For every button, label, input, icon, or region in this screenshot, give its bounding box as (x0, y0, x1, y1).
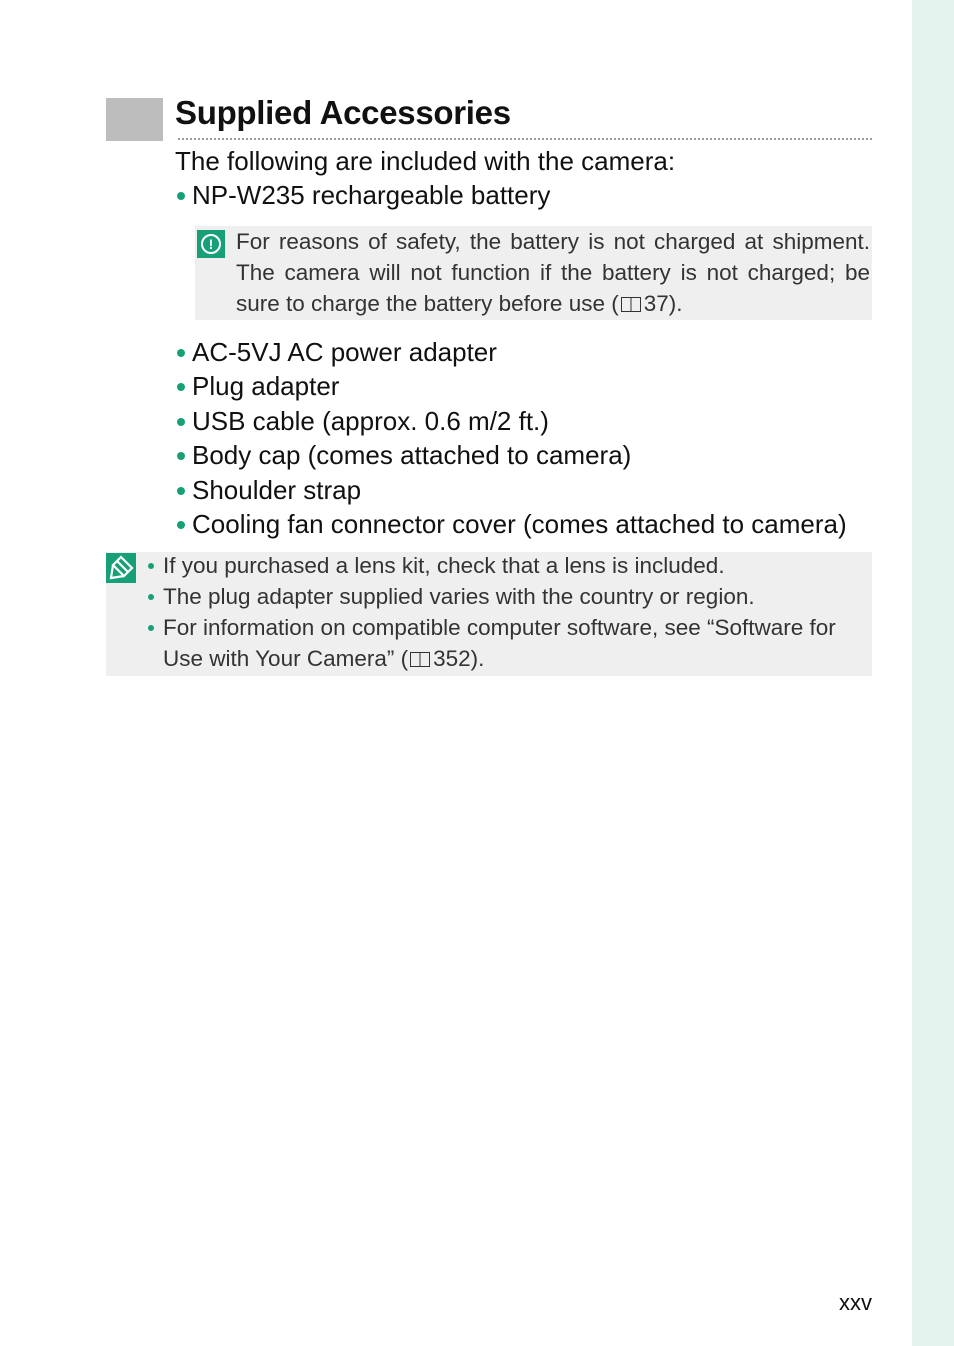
list-item-text: NP-W235 rechargeable battery (192, 180, 551, 210)
list-item (175, 440, 631, 471)
bullet-icon (177, 383, 185, 391)
list-item-text: Plug adapter (192, 371, 340, 401)
list-item-text: Shoulder strap (192, 475, 362, 505)
page-title: Supplied Accessories (175, 94, 511, 131)
side-strip (912, 0, 954, 1346)
intro-text: The following are included with the camera: (175, 146, 676, 176)
list-item (175, 180, 550, 211)
note-item: If you purchased a lens kit, check that a lens is included. (146, 550, 870, 581)
bullet-icon (177, 418, 185, 426)
list-item-text: USB cable (approx. 0.6 m/2 ft.) (192, 406, 549, 436)
caution-text: For reasons of safety, the battery is not charged at shipment. The camera will not function if the battery is not charged; be sure to charge the battery before use ( 37). (236, 229, 870, 316)
book-icon (410, 652, 430, 667)
note-item: The plug adapter supplied varies with the country or region. (146, 581, 870, 612)
book-icon (621, 297, 641, 312)
note-box (106, 552, 872, 676)
list-item-text: Cooling fan connector cover (comes attached to camera) (192, 509, 847, 539)
caution-box (195, 226, 872, 320)
note-item: For information on compatible computer software, see “Software for Use with Your Camera” ( 352). (146, 612, 870, 674)
bullet-icon (177, 521, 185, 529)
bullet-icon (148, 594, 154, 600)
pencil-icon (108, 555, 134, 581)
list-item (175, 509, 847, 540)
note-icon (106, 553, 136, 583)
caution-icon: ! (197, 230, 225, 258)
bullet-icon (177, 192, 185, 200)
bullet-icon (177, 349, 185, 357)
list-item (175, 475, 361, 506)
list-item (175, 337, 497, 368)
bullet-icon (177, 452, 185, 460)
page-ref[interactable]: 37 (643, 291, 669, 316)
page-ref[interactable]: 352 (433, 646, 471, 671)
list-item-text: Body cap (comes attached to camera) (192, 440, 632, 470)
note-list (146, 550, 870, 674)
bullet-icon (148, 563, 154, 569)
bullet-icon (148, 625, 154, 631)
list-item-text: AC-5VJ AC power adapter (192, 337, 497, 367)
bullet-icon (177, 487, 185, 495)
title-marker (106, 98, 163, 141)
list-item (175, 406, 549, 437)
title-rule (178, 138, 872, 140)
page-number: xxv (839, 1290, 872, 1315)
list-item (175, 371, 339, 402)
